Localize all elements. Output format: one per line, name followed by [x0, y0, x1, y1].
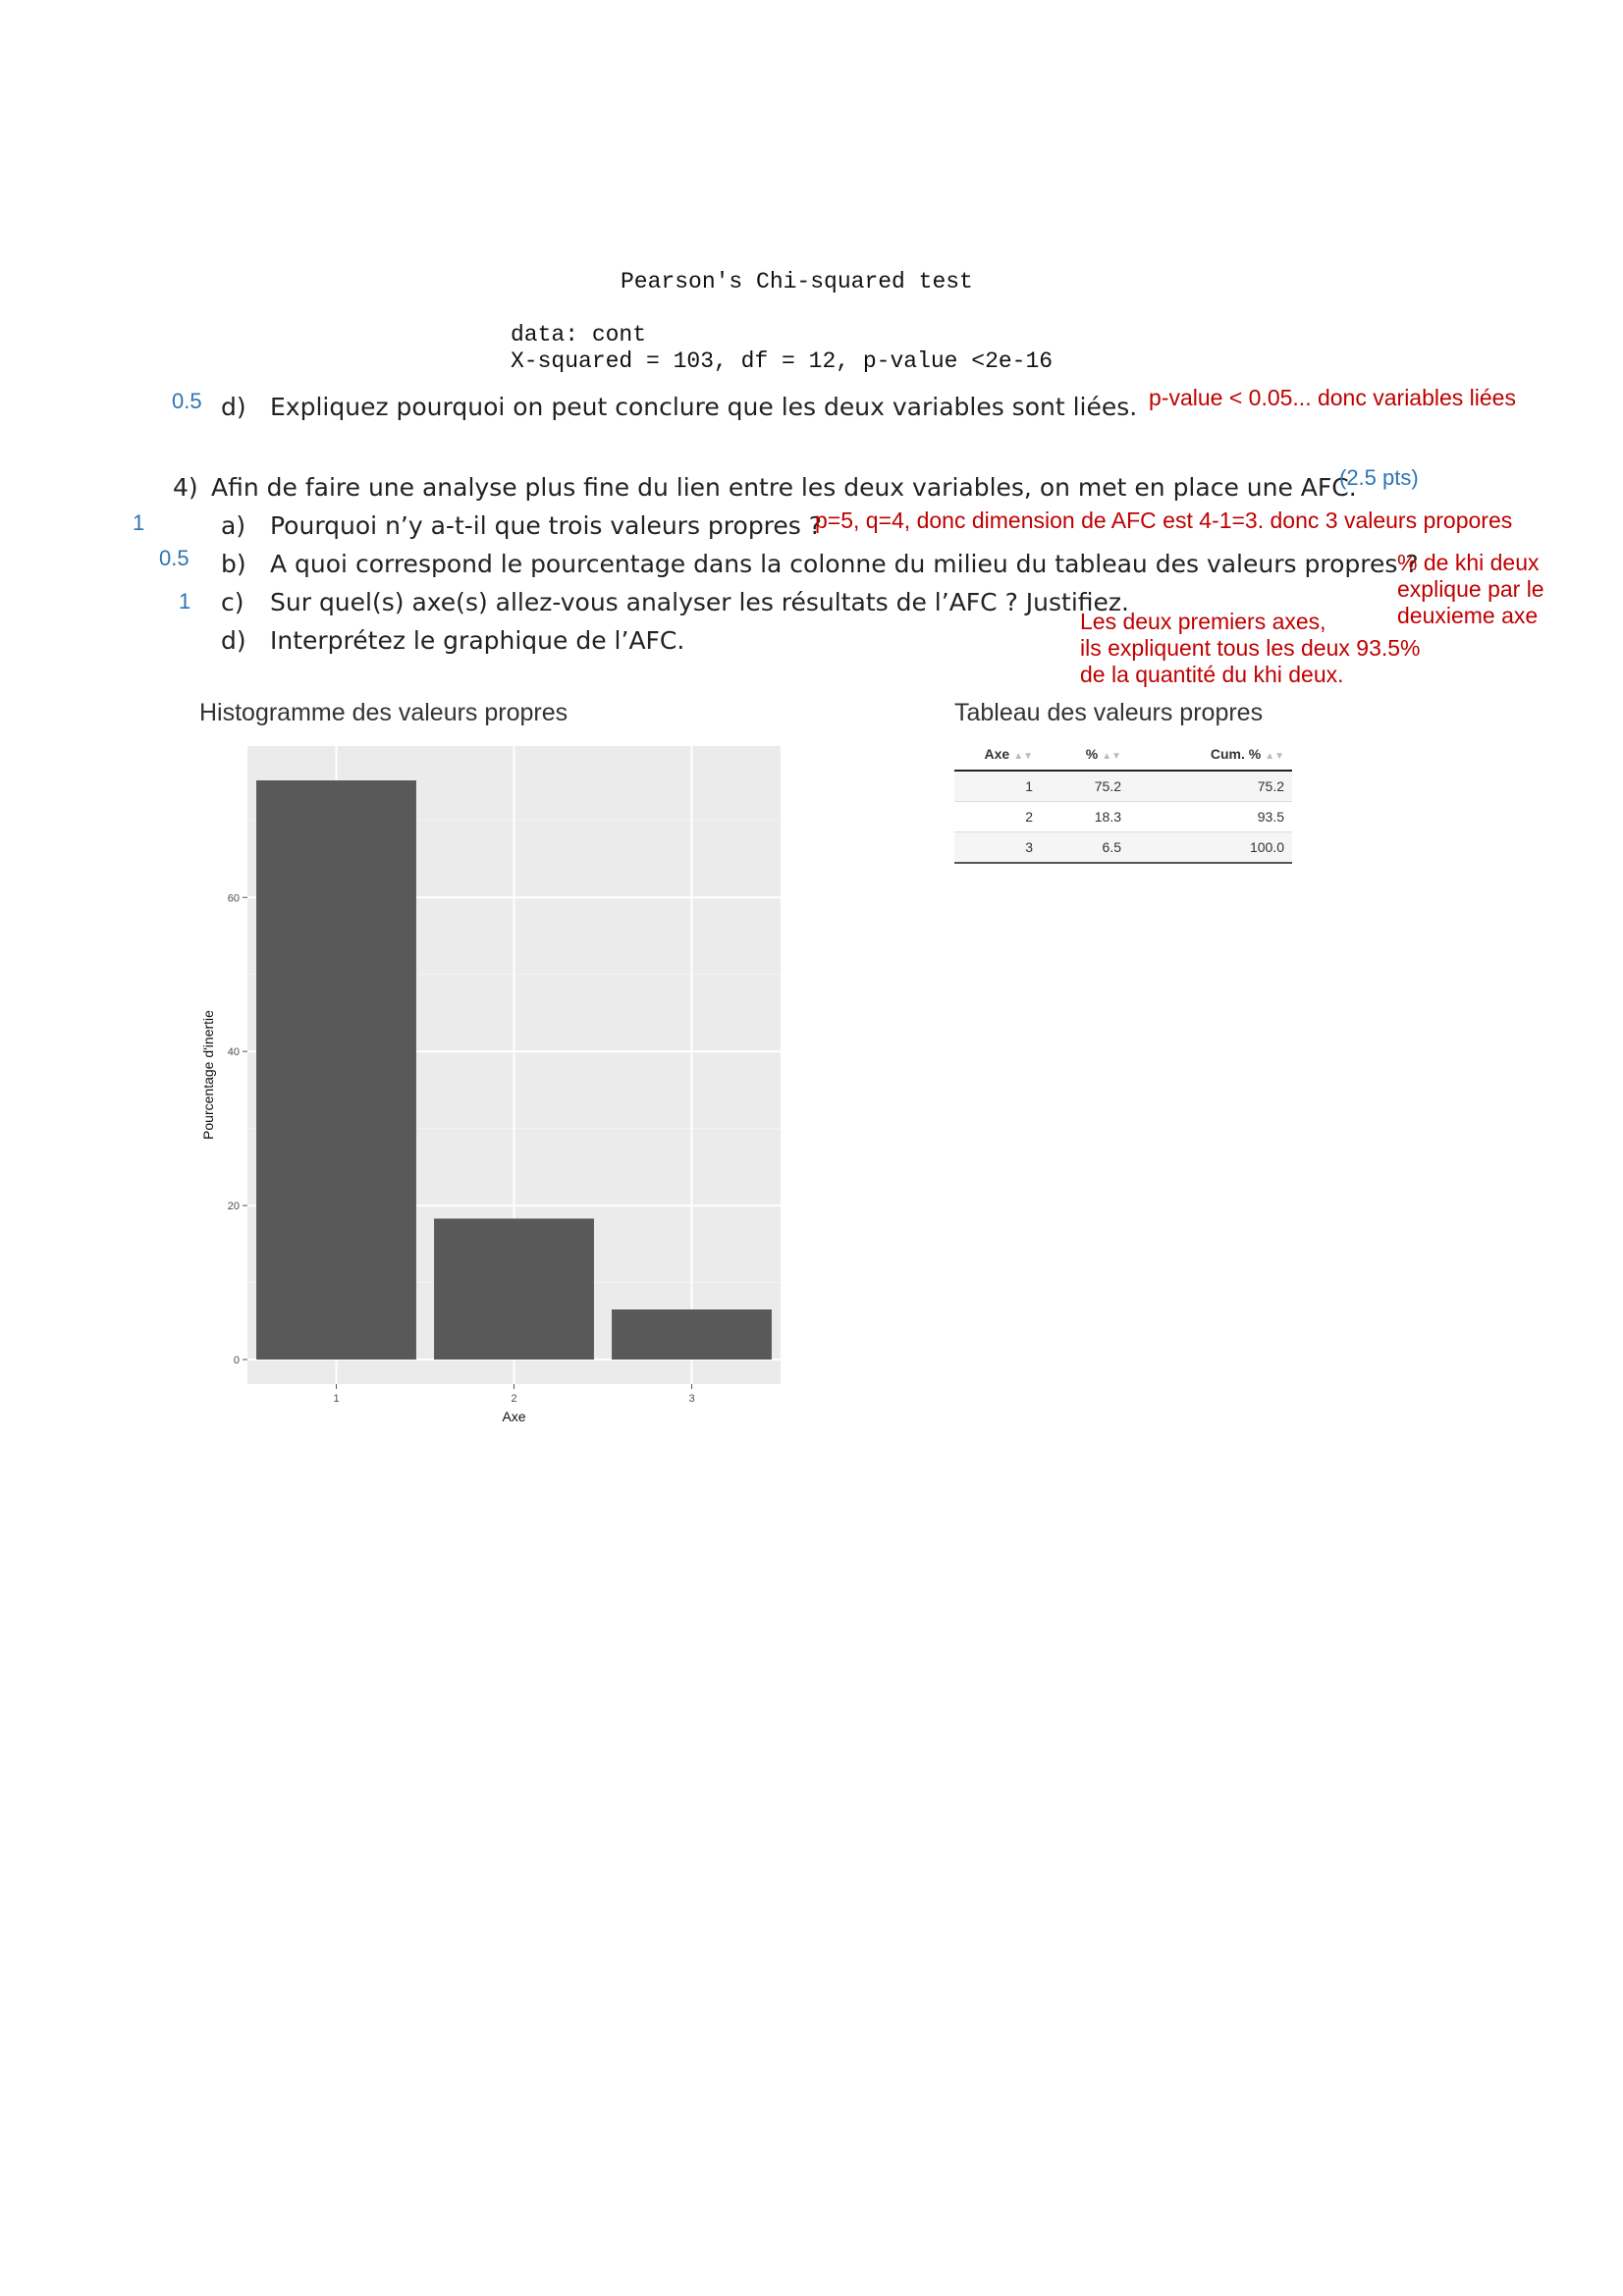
question-4d-marker: d)	[221, 626, 246, 655]
bar	[256, 780, 416, 1360]
table-cell: 93.5	[1129, 802, 1292, 832]
sort-icon[interactable]: ▲▼	[1265, 751, 1284, 762]
table-cell: 18.3	[1041, 802, 1129, 832]
x-tick-label: 3	[688, 1393, 695, 1405]
answer-4c-line: Les deux premiers axes,	[1080, 609, 1326, 634]
table-cell: 75.2	[1041, 771, 1129, 802]
eigenvalue-histogram	[196, 738, 785, 1435]
question-4-text: Afin de faire une analyse plus fine du lien entre les deux variables, on met en place une AFC.	[211, 473, 1357, 502]
question-4-marker: 4)	[173, 473, 198, 502]
table-row	[954, 771, 1292, 802]
column-header-cumulative[interactable]	[1129, 738, 1292, 771]
answer-4a: p=5, q=4, donc dimension de AFC est 4-1=3. donc 3 valeurs propores	[815, 507, 1513, 533]
table-cell: 3	[954, 832, 1041, 864]
table-row	[954, 802, 1292, 832]
answer-4b-line: explique par le	[1397, 576, 1544, 602]
sort-icon[interactable]: ▲▼	[1013, 751, 1033, 762]
test-result-line: X-squared = 103, df = 12, p-value <2e-16	[511, 348, 1054, 374]
question-4b-text: A quoi correspond le pourcentage dans la colonne du milieu du tableau des valeurs propres ?	[270, 550, 1419, 578]
answer-4c-line: ils expliquent tous les deux 93.5%	[1080, 635, 1421, 661]
eigenvalue-table	[954, 738, 1292, 864]
x-axis-title: Axe	[502, 1409, 526, 1424]
bar	[612, 1309, 772, 1360]
x-tick-label: 2	[511, 1393, 517, 1405]
answer-4b-line: deuxieme axe	[1397, 603, 1539, 628]
question-d-prev-text: Expliquez pourquoi on peut conclure que les deux variables sont liées.	[270, 393, 1138, 421]
question-4a-marker: a)	[221, 511, 246, 540]
table-cell: 6.5	[1041, 832, 1129, 864]
sort-icon[interactable]: ▲▼	[1102, 751, 1121, 762]
table-cell: 2	[954, 802, 1041, 832]
question-4c-text: Sur quel(s) axe(s) allez-vous analyser les résultats de l’AFC ? Justifiez.	[270, 588, 1129, 616]
answer-4b-line: % de khi deux	[1397, 550, 1540, 575]
x-tick-label: 1	[333, 1393, 340, 1405]
points-4b: 0.5	[159, 546, 189, 570]
points-d-prev: 0.5	[172, 389, 202, 413]
column-header-label: %	[1085, 746, 1099, 762]
column-header-label: Axe	[984, 746, 1010, 762]
table-title: Tableau des valeurs propres	[954, 699, 1264, 726]
question-4a-text: Pourquoi n’y a-t-il que trois valeurs propres ?	[270, 511, 823, 540]
y-tick-label: 40	[227, 1046, 240, 1059]
answer-4c-line: de la quantité du khi deux.	[1080, 662, 1344, 687]
question-4d-text: Interprétez le graphique de l’AFC.	[270, 626, 685, 655]
y-axis-title: Pourcentage d'inertie	[200, 1010, 216, 1140]
chart-title: Histogramme des valeurs propres	[199, 699, 568, 726]
question-4-points: (2.5 pts)	[1339, 465, 1419, 490]
y-tick-label: 20	[227, 1201, 240, 1213]
table-header-row	[954, 738, 1292, 771]
answer-d-prev: p-value < 0.05... donc variables liées	[1149, 385, 1516, 410]
points-4a: 1	[133, 510, 145, 535]
question-4c-marker: c)	[221, 588, 244, 616]
test-title: Pearson's Chi-squared test	[621, 269, 973, 294]
points-4c: 1	[179, 589, 191, 614]
column-header-label: Cum. %	[1210, 746, 1262, 762]
y-tick-label: 60	[227, 892, 240, 905]
question-d-prev-marker: d)	[221, 393, 246, 421]
chart-svg	[196, 738, 785, 1435]
test-data-line: data: cont	[511, 322, 647, 347]
table-cell: 100.0	[1129, 832, 1292, 864]
column-header-percent[interactable]	[1041, 738, 1129, 771]
table-row	[954, 832, 1292, 864]
y-tick-label: 0	[233, 1355, 240, 1366]
column-header-axe[interactable]	[954, 738, 1041, 771]
bar	[434, 1218, 594, 1360]
answer-4c	[1080, 609, 1421, 688]
table-cell: 75.2	[1129, 771, 1292, 802]
table-cell: 1	[954, 771, 1041, 802]
question-4b-marker: b)	[221, 550, 246, 578]
